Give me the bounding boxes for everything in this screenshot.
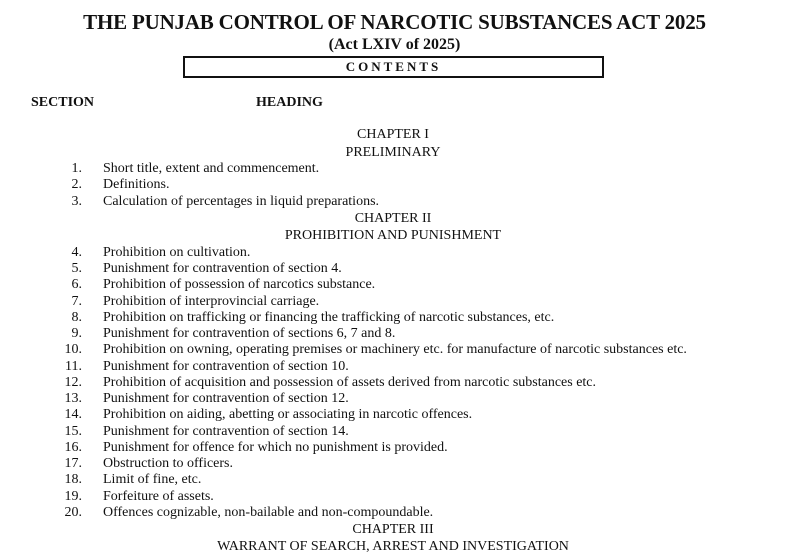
- section-heading: Definitions.: [103, 177, 170, 193]
- section-number: 8.: [71, 309, 82, 325]
- section-row: [0, 456, 789, 472]
- chapter-number: CHAPTER I: [357, 127, 429, 142]
- section-heading: Prohibition on cultivation.: [103, 244, 251, 260]
- section-number: 18.: [64, 472, 82, 488]
- section-number: 4.: [71, 244, 82, 260]
- section-row: [0, 294, 789, 310]
- chapter-title: PROHIBITION AND PUNISHMENT: [284, 227, 502, 243]
- section-number: 1.: [71, 161, 82, 176]
- section-heading: Punishment for contravention of section 14.: [103, 423, 349, 439]
- section-number: 19.: [64, 488, 82, 504]
- section-number: 11.: [65, 358, 82, 374]
- chapter-block: [0, 126, 789, 210]
- section-number: 5.: [71, 261, 82, 276]
- section-heading: Punishment for contravention of section 12.: [103, 391, 349, 406]
- section-heading: Offences cognizable, non-bailable and non-compoundable.: [103, 504, 434, 520]
- section-heading: Prohibition of interprovincial carriage.: [103, 293, 320, 309]
- section-heading: Punishment for contravention of section 4.: [103, 261, 342, 276]
- section-heading: Prohibition on aiding, abetting or associating in narcotic offences.: [103, 407, 473, 423]
- section-row: [0, 407, 789, 423]
- section-number: 20.: [64, 504, 82, 520]
- section-number: 17.: [64, 456, 82, 471]
- section-heading: Limit of fine, etc.: [103, 472, 202, 488]
- section-number: 14.: [64, 407, 82, 423]
- section-row: [0, 342, 789, 358]
- section-row: [0, 440, 789, 456]
- heading-column-header: HEADING: [256, 95, 323, 110]
- section-number: 3.: [71, 193, 82, 209]
- section-row: [0, 326, 789, 342]
- section-row: [0, 505, 789, 521]
- document-title: THE PUNJAB CONTROL OF NARCOTIC SUBSTANCES ACT 2025: [83, 10, 706, 34]
- section-number: 16.: [64, 439, 82, 455]
- section-row: [0, 472, 789, 488]
- section-number: 2.: [71, 177, 82, 193]
- section-row: [0, 245, 789, 261]
- section-heading: Prohibition of possession of narcotics substance.: [103, 277, 376, 293]
- section-row: [0, 177, 789, 193]
- section-number: 10.: [64, 342, 82, 358]
- chapter-block: [0, 210, 789, 521]
- section-heading: Forfeiture of assets.: [103, 488, 214, 504]
- chapter-number: CHAPTER II: [354, 210, 432, 226]
- chapter-title: WARRANT OF SEARCH, ARREST AND INVESTIGATION: [217, 539, 569, 554]
- section-row: [0, 489, 789, 505]
- chapter-title: PRELIMINARY: [345, 145, 441, 160]
- section-heading: Calculation of percentages in liquid preparations.: [103, 193, 380, 209]
- section-row: [0, 359, 789, 375]
- chapter-block: [0, 521, 789, 555]
- section-heading: Prohibition on trafficking or financing the trafficking of narcotic substances, etc.: [103, 309, 555, 325]
- section-column-header: SECTION: [31, 95, 95, 110]
- section-row: [0, 277, 789, 293]
- section-row: [0, 161, 789, 177]
- section-heading: Punishment for offence for which no punishment is provided.: [103, 439, 448, 455]
- section-number: 6.: [71, 277, 82, 293]
- section-heading: Punishment for contravention of sections 6, 7 and 8.: [103, 326, 396, 341]
- document-subtitle: (Act LXIV of 2025): [328, 36, 461, 53]
- section-number: 13.: [64, 391, 82, 406]
- contents-list: [0, 126, 789, 555]
- section-number: 7.: [71, 293, 82, 309]
- section-row: [0, 375, 789, 391]
- section-row: [0, 424, 789, 440]
- contents-box: CONTENTS: [183, 56, 604, 78]
- section-heading: Prohibition on owning, operating premises or machinery etc. for manufacture of narcotic substances etc.: [103, 342, 687, 358]
- section-number: 15.: [64, 423, 82, 439]
- section-row: [0, 261, 789, 277]
- section-heading: Punishment for contravention of section 10.: [103, 358, 349, 374]
- section-heading: Short title, extent and commencement.: [103, 161, 320, 176]
- section-heading: Obstruction to officers.: [103, 456, 233, 471]
- section-row: [0, 310, 789, 326]
- section-row: [0, 391, 789, 407]
- section-heading: Prohibition of acquisition and possession of assets derived from narcotic substances etc.: [103, 374, 597, 390]
- section-row: [0, 194, 789, 210]
- chapter-number: CHAPTER III: [352, 522, 434, 537]
- section-number: 9.: [71, 326, 82, 341]
- section-number: 12.: [64, 374, 82, 390]
